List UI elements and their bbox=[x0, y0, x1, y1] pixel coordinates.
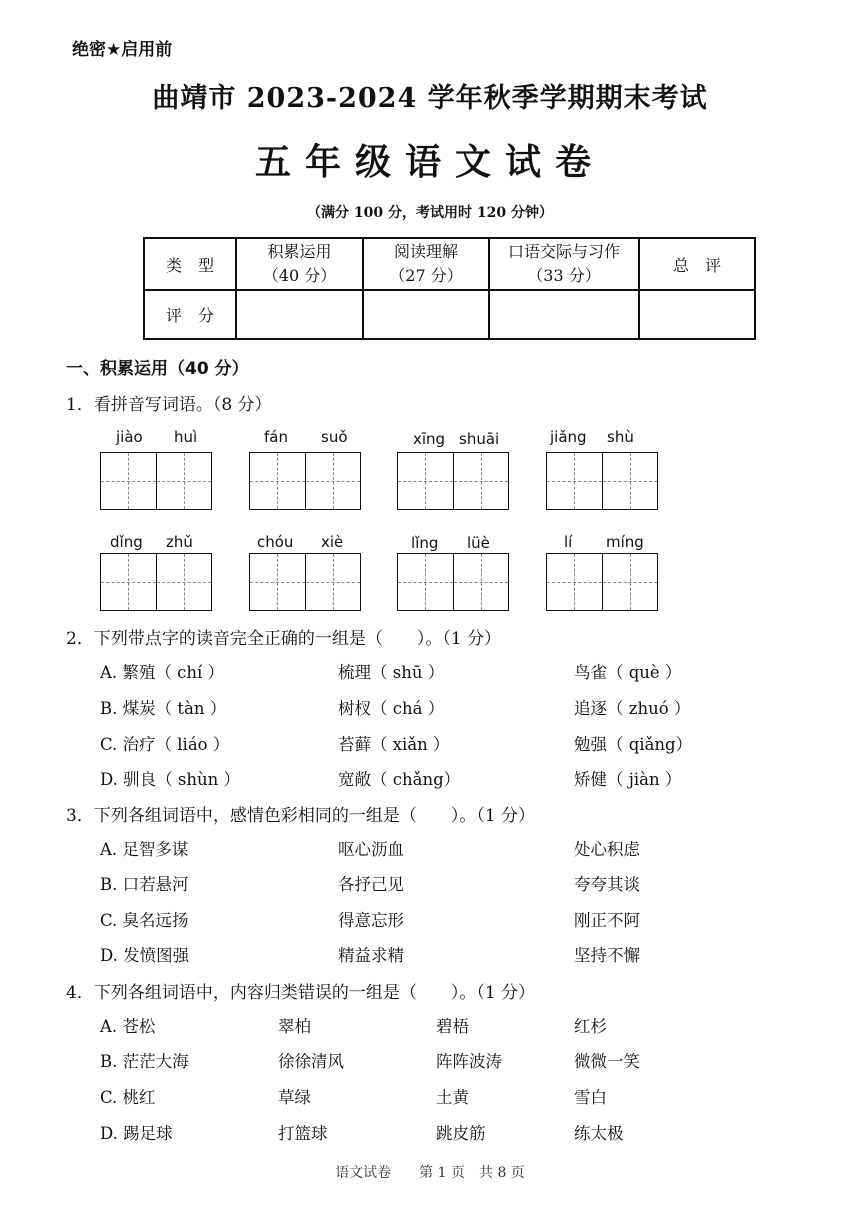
column-name: 积累运用 bbox=[267, 242, 332, 261]
column-name: 阅读理解 bbox=[393, 242, 458, 261]
question-4: 4．下列各组词语中，内容归类错误的一组是（ ）。（1 分） bbox=[66, 983, 536, 1003]
option-c-2: 草绿 bbox=[278, 1088, 311, 1107]
column-head-3 bbox=[489, 238, 639, 290]
score-cell-total[interactable] bbox=[639, 290, 755, 339]
option-b-4: 微微一笑 bbox=[574, 1052, 640, 1071]
column-head-1 bbox=[236, 238, 363, 290]
option-c-1: C. 臭名远扬 bbox=[100, 911, 189, 930]
option-b-1: B. 口若悬河 bbox=[100, 875, 189, 894]
option-b-2: 树杈（ chá ） bbox=[338, 699, 445, 718]
answer-grid[interactable] bbox=[546, 553, 658, 611]
option-c-3: 刚正不阿 bbox=[574, 911, 640, 930]
option-c-1: C. 治疗（ liáo ） bbox=[100, 735, 230, 754]
question-1: 1．看拼音写词语。（8 分） bbox=[66, 395, 272, 415]
paper-subtitle: 五年级语文试卷 bbox=[254, 141, 605, 183]
option-c-4: 雪白 bbox=[574, 1088, 607, 1107]
option-c-2: 苔藓（ xiǎn ） bbox=[338, 735, 450, 754]
option-d-1: D. 驯良（ shùn ） bbox=[100, 770, 240, 789]
option-a-2: 呕心沥血 bbox=[338, 840, 404, 859]
pinyin: shuāi bbox=[459, 430, 500, 448]
total-label: 总 评 bbox=[672, 255, 721, 275]
option-c-1: C. 桃红 bbox=[100, 1088, 156, 1107]
option-a-2: 梳理（ shū ） bbox=[338, 663, 445, 682]
pinyin: lüè bbox=[467, 534, 490, 552]
total-label-cell bbox=[639, 238, 755, 290]
option-a-3: 处心积虑 bbox=[574, 840, 640, 859]
option-d-4: 练太极 bbox=[574, 1124, 624, 1143]
option-d-3: 坚持不懈 bbox=[574, 946, 640, 965]
pinyin: xīng bbox=[413, 430, 446, 448]
pinyin: fán bbox=[264, 428, 288, 446]
question-2: 2．下列带点字的读音完全正确的一组是（ ）。（1 分） bbox=[66, 629, 502, 649]
pinyin: lí bbox=[564, 533, 573, 551]
option-d-3: 矫健（ jiàn ） bbox=[574, 770, 682, 789]
score-label: 评 分 bbox=[165, 306, 214, 325]
answer-grid[interactable] bbox=[100, 452, 212, 510]
option-a-3: 鸟雀（ què ） bbox=[574, 663, 682, 682]
pinyin: chóu bbox=[257, 533, 294, 551]
pinyin: zhǔ bbox=[166, 533, 193, 551]
confidential-label: 绝密★启用前 bbox=[72, 40, 173, 60]
answer-grid[interactable] bbox=[397, 452, 509, 510]
answer-grid[interactable] bbox=[100, 553, 212, 611]
pinyin: shù bbox=[607, 428, 634, 446]
option-d-2: 宽敞（ chǎng） bbox=[338, 770, 461, 789]
pinyin: jiǎng bbox=[550, 428, 587, 446]
page-footer: 语文试卷 第 1 页 共 8 页 bbox=[335, 1165, 525, 1181]
option-d-1: D. 踢足球 bbox=[100, 1124, 173, 1143]
pinyin: suǒ bbox=[321, 428, 348, 446]
score-label-cell bbox=[144, 290, 236, 339]
score-cell-3[interactable] bbox=[489, 290, 639, 339]
type-label-cell bbox=[144, 238, 236, 290]
option-a-2: 翠柏 bbox=[278, 1017, 311, 1036]
option-b-3: 追逐（ zhuó ） bbox=[574, 699, 691, 718]
score-table bbox=[143, 237, 756, 340]
answer-grid[interactable] bbox=[249, 452, 361, 510]
option-d-3: 跳皮筋 bbox=[436, 1124, 486, 1143]
option-a-1: A. 繁殖（ chí ） bbox=[100, 663, 225, 682]
option-b-3: 夸夸其谈 bbox=[574, 875, 640, 894]
option-a-3: 碧梧 bbox=[436, 1017, 469, 1036]
pinyin: xiè bbox=[321, 533, 344, 551]
score-time-note: （满分 100 分，考试用时 120 分钟） bbox=[307, 205, 553, 221]
option-b-3: 阵阵波涛 bbox=[436, 1052, 502, 1071]
pinyin: huì bbox=[174, 428, 198, 446]
column-name: 口语交际与习作 bbox=[507, 242, 620, 261]
pinyin: lǐng bbox=[411, 534, 439, 552]
option-c-2: 得意忘形 bbox=[338, 911, 404, 930]
option-d-2: 打篮球 bbox=[278, 1124, 328, 1143]
score-cell-2[interactable] bbox=[363, 290, 489, 339]
column-points: （33 分） bbox=[527, 266, 601, 285]
pinyin: dǐng bbox=[110, 533, 143, 551]
option-b-2: 徐徐清风 bbox=[278, 1052, 344, 1071]
section-heading: 一、积累运用（40 分） bbox=[66, 359, 249, 379]
column-points: （40 分） bbox=[262, 266, 337, 285]
pinyin: míng bbox=[606, 533, 644, 551]
score-cell-1[interactable] bbox=[236, 290, 363, 339]
column-head-2 bbox=[363, 238, 489, 290]
option-a-4: 红杉 bbox=[574, 1017, 607, 1036]
option-c-3: 土黄 bbox=[436, 1088, 469, 1107]
option-d-2: 精益求精 bbox=[338, 946, 404, 965]
type-label: 类 型 bbox=[165, 255, 214, 275]
answer-grid[interactable] bbox=[249, 553, 361, 611]
answer-grid[interactable] bbox=[397, 553, 509, 611]
pinyin: jiào bbox=[116, 428, 143, 446]
option-a-1: A. 苍松 bbox=[100, 1017, 156, 1036]
exam-title: 曲靖市 2023-2024 学年秋季学期期末考试 bbox=[152, 83, 708, 114]
question-3: 3．下列各组词语中，感情色彩相同的一组是（ ）。（1 分） bbox=[66, 806, 536, 826]
option-b-1: B. 茫茫大海 bbox=[100, 1052, 189, 1071]
option-a-1: A. 足智多谋 bbox=[100, 840, 189, 859]
option-b-2: 各抒己见 bbox=[338, 875, 404, 894]
option-d-1: D. 发愤图强 bbox=[100, 946, 190, 965]
column-points: （27 分） bbox=[389, 266, 463, 285]
option-c-3: 勉强（ qiǎng） bbox=[574, 735, 693, 754]
answer-grid[interactable] bbox=[546, 452, 658, 510]
option-b-1: B. 煤炭（ tàn ） bbox=[100, 699, 227, 718]
